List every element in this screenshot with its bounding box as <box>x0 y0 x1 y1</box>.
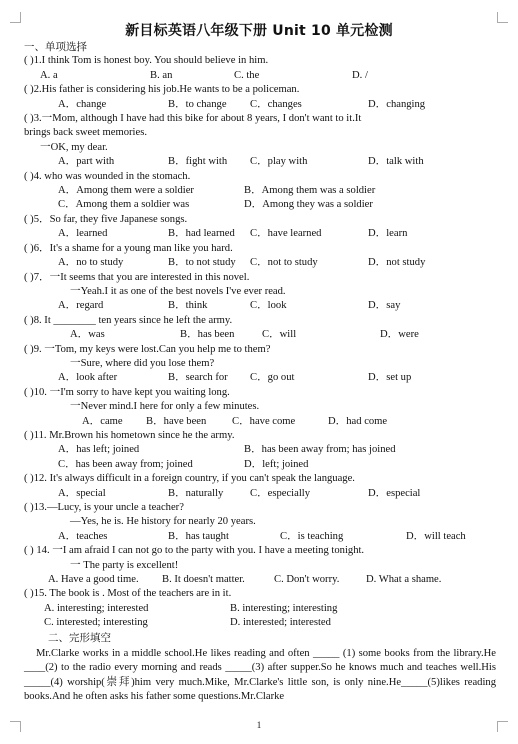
crop-mark-top-left <box>10 12 21 23</box>
question-3-cont: brings back sweet memories. <box>24 127 147 139</box>
option-b: B．has been <box>180 329 235 341</box>
option-d: D．Among they was a soldier <box>244 199 373 211</box>
option-a: A．no to study <box>58 257 124 269</box>
question-3-reply: 一OK, my dear. <box>40 141 108 153</box>
cloze-passage: Mr.Clarke works in a middle school.He likes reading and often _____ (1) some books from the library.He ____(2) to the radio every morning and reads _____(3) after supper.So he knows much and teaches well.His _____(4) worship(崇拜)him very much.Mike, Mr.Clarke's little son, is only nine.He_____(5)likes reading books.And he often asks his father some questions.Mr.Clarke <box>24 648 496 703</box>
question-7-reply: 一Yeah.I it as one of the best novels I've ever read. <box>70 285 286 297</box>
option-b: B. It doesn't matter. <box>162 574 245 586</box>
option-b: B．had learned <box>168 228 235 240</box>
option-c: C．play with <box>250 156 308 168</box>
option-c: C．have learned <box>250 228 322 240</box>
question-15-options-row2 <box>24 616 496 630</box>
option-a: A. interesting; interested <box>44 602 149 614</box>
option-d: D. interested; interested <box>230 617 331 629</box>
option-c: C．especially <box>250 487 311 499</box>
option-c: C．Among them a soldier was <box>58 199 190 211</box>
option-c: C. interested; interesting <box>44 617 148 629</box>
option-b: B．has been away from; has joined <box>244 444 396 456</box>
question-9-reply: 一Sure, where did you lose them? <box>70 357 215 369</box>
question-1-options <box>24 69 496 83</box>
question-4-options-row2 <box>24 198 496 212</box>
question-5-options <box>24 227 496 241</box>
question-3: ( )3.一Mom, although I have had this bike for about 8 years, I don't want to it.It <box>24 113 362 125</box>
option-c: C. Don't worry. <box>274 574 340 586</box>
question-15: ( )15. The book is . Most of the teachers are in it. <box>24 588 232 600</box>
option-b: B．have been <box>146 415 207 427</box>
option-c: C．changes <box>250 98 302 110</box>
question-13-reply: —Yes, he is. He history for nearly 20 years. <box>70 516 256 528</box>
question-11: ( )11. Mr.Brown his hometown since he the army. <box>24 429 235 441</box>
question-4: ( )4. who was wounded in the stomach. <box>24 170 191 182</box>
question-1: ( )1.I think Tom is honest boy. You should believe in him. <box>24 55 269 67</box>
option-d: D．learn <box>368 228 408 240</box>
option-c: C．look <box>250 300 287 312</box>
worksheet-body <box>24 40 496 705</box>
option-d: D．not study <box>368 257 426 269</box>
option-c: C．go out <box>250 372 295 384</box>
question-5: ( )5．So far, they five Japanese songs. <box>24 213 188 225</box>
question-11-options-row2 <box>24 458 496 472</box>
question-2: ( )2.His father is considering his job.He wants to be a policeman. <box>24 84 300 96</box>
option-b: B．has taught <box>168 530 229 542</box>
option-b: B. interesting; interesting <box>230 602 338 614</box>
question-13: ( )13.—Lucy, is your uncle a teacher? <box>24 502 184 513</box>
section-heading-single-choice: 一、单项选择 <box>24 41 87 53</box>
option-b: B．Among them was a soldier <box>244 185 376 197</box>
question-10-reply: 一Never mind.I here for only a few minutes. <box>70 401 260 413</box>
question-2-options <box>24 98 496 112</box>
option-b: B．naturally <box>168 487 224 499</box>
option-b: B. an <box>150 69 173 81</box>
option-d: D. / <box>352 69 368 81</box>
page-number: 1 <box>256 719 262 730</box>
option-c: C. the <box>234 69 260 81</box>
option-b: B．to change <box>168 98 227 110</box>
option-d: D．changing <box>368 98 426 110</box>
option-a: A．was <box>70 329 105 341</box>
option-a: A．learned <box>58 228 108 240</box>
question-8: ( )8. It ________ ten years since he left the army. <box>24 314 233 326</box>
question-9: ( )9. 一Tom, my keys were lost.Can you help me to them? <box>24 343 271 355</box>
option-b: B．search for <box>168 372 228 384</box>
option-a: A．look after <box>58 372 118 384</box>
question-12-options <box>24 487 496 501</box>
question-3-options <box>24 155 496 169</box>
question-12: ( )12. It's always difficult in a foreign country, if you can't speak the language. <box>24 473 355 485</box>
option-a: A．part with <box>58 156 115 168</box>
question-9-options <box>24 371 496 385</box>
question-14-options <box>24 573 496 587</box>
option-d: D．set up <box>368 372 412 384</box>
page-title: 新目标英语八年级下册 Unit 10 单元检测 <box>125 23 393 39</box>
option-c: C．have come <box>232 415 296 427</box>
crop-mark-top-right <box>497 12 508 23</box>
question-6-options <box>24 256 496 270</box>
option-c: C．will <box>262 329 297 341</box>
option-a: A．teaches <box>58 530 108 542</box>
question-7: ( )7．一It seems that you are interested in this novel. <box>24 271 250 283</box>
option-a: A．special <box>58 487 106 499</box>
option-b: B．think <box>168 300 208 312</box>
question-8-options <box>24 328 496 342</box>
option-b: B．to not study <box>168 257 236 269</box>
option-d: D．were <box>380 329 419 341</box>
question-13-options <box>24 530 496 544</box>
option-d: D．had come <box>328 415 388 427</box>
question-10-options <box>24 415 496 429</box>
option-d: D．left; joined <box>244 458 309 470</box>
option-c: C．has been away from; joined <box>58 458 193 470</box>
option-d: D．especial <box>368 487 421 499</box>
question-6: ( )6．It's a shame for a young man like you hard. <box>24 242 233 254</box>
option-c: C．not to study <box>250 257 318 269</box>
option-c: C．is teaching <box>280 530 344 542</box>
option-d: D．talk with <box>368 156 424 168</box>
option-a: A．regard <box>58 300 104 312</box>
option-a: A．Among them were a soldier <box>58 185 194 197</box>
question-15-options-row1 <box>24 602 496 616</box>
question-10: ( )10. 一I'm sorry to have kept you waiting long. <box>24 386 230 398</box>
option-d: D．will teach <box>406 530 466 542</box>
option-a: A. a <box>40 69 58 81</box>
question-4-options-row1 <box>24 184 496 198</box>
section-heading-cloze: 二、完形填空 <box>48 631 111 644</box>
question-14-reply: 一 The party is excellent! <box>70 559 179 571</box>
option-a: A. Have a good time. <box>48 574 139 586</box>
option-a: A．has left; joined <box>58 444 140 456</box>
option-d: D. What a shame. <box>366 574 442 586</box>
question-14: ( ) 14. 一I am afraid I can not go to the party with you. I have a meeting tonight. <box>24 545 365 557</box>
option-a: A．came <box>82 415 123 427</box>
option-a: A．change <box>58 98 107 110</box>
question-7-options <box>24 299 496 313</box>
question-11-options-row1 <box>24 443 496 457</box>
option-d: D．say <box>368 300 401 312</box>
option-b: B．fight with <box>168 156 228 168</box>
